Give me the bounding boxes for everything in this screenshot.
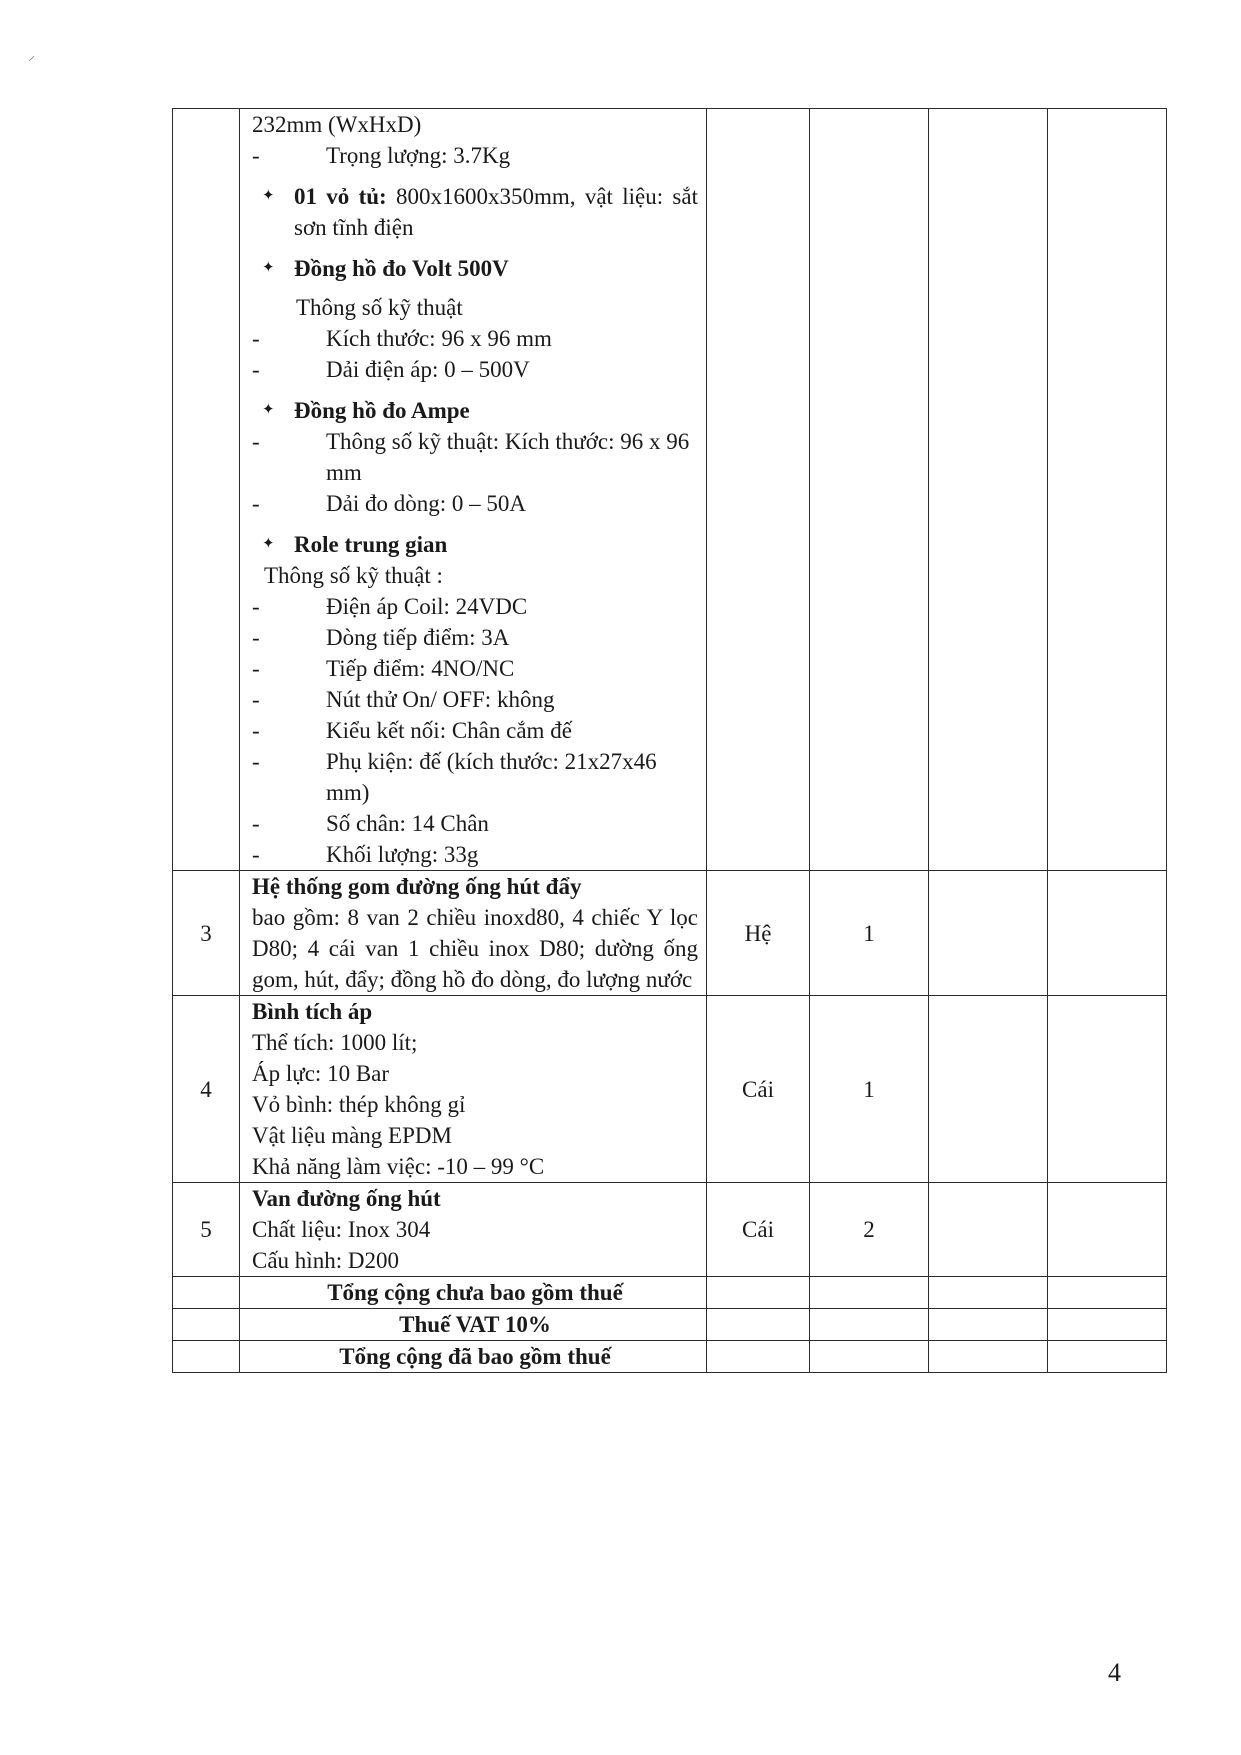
- description-cell: 232mm (WxHxD) - Trọng lượng: 3.7Kg ✦ 01 vỏ tủ: 800x1600x350mm, vật liệu: sắt sơn tĩnh điện ✦ Đồng hồ đo Volt 500V Thông số kỹ thuật - Kích thước: 96 x 96 mm - Dải điện áp: 0 – 500V ✦ Đồng hồ đo Ampe - Thông số kỹ thuật: Kích thước: 96 x 96 mm - Dải đo dòng: 0 – 50A ✦ Role trung gian Thông số kỹ thuật : - Điện áp Coil: 24VDC - Dòng tiếp điểm: 3A - Tiếp điểm: 4NO/NC - Nút thử On/ OFF: không - Kiểu kết nối: Chân cắm đế - Phụ kiện: đế (kích thước: 21x27x46 mm) - Số chân: 14 Chân - Khối lượng: 33g: [240, 109, 707, 871]
- relay-spec-line: Phụ kiện: đế (kích thước: 21x27x46 mm): [326, 749, 657, 805]
- stt-cell: [173, 109, 240, 871]
- amp-spec: Thông số kỹ thuật: Kích thước: 96 x 96 mm: [326, 429, 690, 485]
- qty-cell: 1: [810, 996, 929, 1183]
- price-cell: [929, 109, 1048, 871]
- description-cell: [240, 996, 707, 1183]
- relay-spec-line: Số chân: 14 Chân: [326, 811, 489, 836]
- item-title: Hệ thống gom đường ống hút đẩy: [252, 874, 582, 899]
- unit-cell: [707, 109, 810, 871]
- bullet-icon: ✦: [262, 188, 275, 204]
- relay-spec-line: Dòng tiếp điểm: 3A: [326, 625, 510, 650]
- volt-range: Dải điện áp: 0 – 500V: [326, 357, 530, 382]
- item-description: bao gồm: 8 van 2 chiều inoxd80, 4 chiếc Y lọc D80; 4 cái van 1 chiều inox D80; dường ống gom, hút, đẩy; đồng hồ đo dòng, đo lượng nước: [252, 905, 698, 992]
- volt-meter-item: [252, 253, 698, 284]
- item-line: Vật liệu màng EPDM: [252, 1123, 452, 1148]
- page-number: 4: [1108, 1658, 1121, 1687]
- description-cell: [240, 1183, 707, 1277]
- cabinet-title: 01 vỏ tủ:: [294, 184, 387, 209]
- description-cell: [240, 871, 707, 996]
- quotation-table: [172, 108, 1167, 1373]
- qty-cell: 1: [810, 871, 929, 996]
- bullet-icon: ✦: [262, 260, 275, 276]
- subtotal-label: Tổng cộng chưa bao gồm thuế: [240, 1277, 707, 1309]
- price-cell: [929, 871, 1048, 996]
- volt-spec: Thông số kỹ thuật: [296, 295, 463, 320]
- amount-cell: [1048, 1183, 1167, 1277]
- qty-cell: 2: [810, 1183, 929, 1277]
- volt-title: Đồng hồ đo Volt 500V: [294, 256, 509, 281]
- stt-cell: 5: [173, 1183, 240, 1277]
- stt-cell: 3: [173, 871, 240, 996]
- table-row: [173, 871, 1167, 996]
- total-row: [173, 1341, 1167, 1373]
- weight-line: Trọng lượng: 3.7Kg: [326, 143, 511, 168]
- vat-label: Thuế VAT 10%: [240, 1309, 707, 1341]
- price-cell: [929, 1183, 1048, 1277]
- amount-cell: [1048, 996, 1167, 1183]
- relay-spec: Thông số kỹ thuật :: [264, 563, 443, 588]
- item-line: Chất liệu: Inox 304: [252, 1217, 431, 1242]
- volt-size: Kích thước: 96 x 96 mm: [326, 326, 552, 351]
- subtotal-row: [173, 1277, 1167, 1309]
- cabinet-text: 800x1600x350mm, vật liệu: sắt sơn tĩnh điện: [294, 184, 698, 240]
- price-cell: [929, 996, 1048, 1183]
- amount-cell: [1048, 109, 1167, 871]
- cabinet-item: [252, 181, 698, 243]
- table-row-continuation: [173, 109, 1167, 871]
- table-row: [173, 996, 1167, 1183]
- table-row: [173, 1183, 1167, 1277]
- bullet-icon: ✦: [262, 402, 275, 418]
- relay-spec-line: Điện áp Coil: 24VDC: [326, 594, 528, 619]
- item-line: Cấu hình: D200: [252, 1248, 399, 1273]
- item-line: Thể tích: 1000 lít;: [252, 1030, 418, 1055]
- amp-range: Dải đo dòng: 0 – 50A: [326, 491, 526, 516]
- stt-cell: 4: [173, 996, 240, 1183]
- amp-title: Đồng hồ đo Ampe: [294, 398, 470, 423]
- qty-cell: [810, 109, 929, 871]
- relay-spec-line: Tiếp điểm: 4NO/NC: [326, 656, 515, 681]
- item-title: Van đường ống hút: [252, 1186, 441, 1211]
- item-line: Áp lực: 10 Bar: [252, 1061, 390, 1086]
- item-line: Khả năng làm việc: -10 – 99 °C: [252, 1154, 545, 1179]
- relay-item: [252, 529, 698, 560]
- unit-cell: Cái: [707, 996, 810, 1183]
- relay-title: Role trung gian: [294, 532, 448, 557]
- amp-meter-item: [252, 395, 698, 426]
- vat-row: [173, 1309, 1167, 1341]
- dimension-line: 232mm (WxHxD): [252, 112, 422, 137]
- amount-cell: [1048, 871, 1167, 996]
- scan-mark: ⸝: [28, 49, 35, 64]
- relay-spec-line: Khối lượng: 33g: [326, 842, 479, 867]
- relay-spec-line: Nút thử On/ OFF: không: [326, 687, 555, 712]
- item-line: Vỏ bình: thép không gỉ: [252, 1092, 466, 1117]
- item-title: Bình tích áp: [252, 999, 373, 1024]
- total-label: Tổng cộng đã bao gồm thuế: [240, 1341, 707, 1373]
- unit-cell: Hệ: [707, 871, 810, 996]
- bullet-icon: ✦: [262, 536, 275, 552]
- unit-cell: Cái: [707, 1183, 810, 1277]
- relay-spec-line: Kiểu kết nối: Chân cắm đế: [326, 718, 572, 743]
